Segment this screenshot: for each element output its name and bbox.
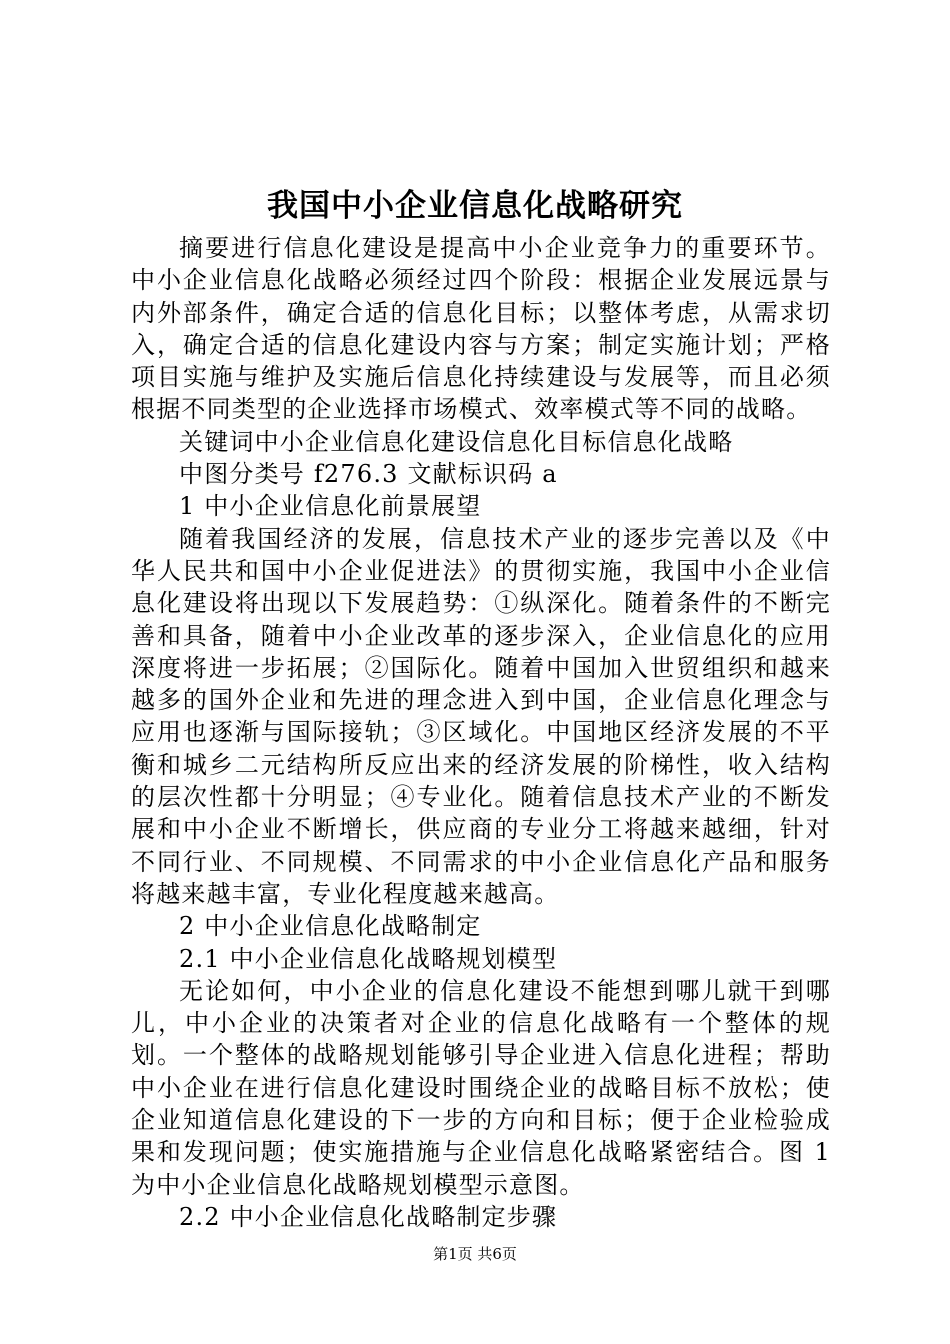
page-footer: 第1页 共6页: [433, 1245, 517, 1263]
keywords-line: 关键词中小企业信息化建设信息化目标信息化战略: [179, 427, 734, 456]
section-1-paragraph: 随着我国经济的发展，信息技术产业的逐步完善以及《中华人民共和国中小企业促进法》的贯彻实施，我国中小企业信息化建设将出现以下发展趋势：①纵深化。随着条件的不断完善和具备，随着中小企业改革的逐步深入，企业信息化的应用深度将进一步拓展；②国际化。随着中国加入世贸组织和越来越多的国外企业和先进的理念进入到中国，企业信息化理念与应用也逐渐与国际接轨；③区域化。中国地区经济发展的不平衡和城乡二元结构所反应出来的经济发展的阶梯性，收入结构的层次性都十分明显；④专业化。随着信息技术产业的不断发展和中小企业不断增长，供应商的专业分工将越来越细，针对不同行业、不同规模、不同需求的中小企业信息化产品和服务将越来越丰富，专业化程度越来越高。: [131, 524, 831, 908]
classification-line: 中图分类号 f276.3 文献标识码 a: [179, 460, 558, 489]
subsection-2-1-paragraph: 无论如何，中小企业的信息化建设不能想到哪儿就干到哪儿，中小企业的决策者对企业的信息化战略有一个整体的规划。一个整体的战略规划能够引导企业进入信息化进程；帮助中小企业在进行信息化建设时围绕企业的战略目标不放松；使企业知道信息化建设的下一步的方向和目标；便于企业检验成果和发现问题；使实施措施与企业信息化战略紧密结合。图 1 为中小企业信息化战略规划模型示意图。: [131, 976, 831, 1199]
subsection-heading-2-1: 2.1 中小企业信息化战略规划模型: [179, 944, 558, 973]
abstract-paragraph: 摘要进行信息化建设是提高中小企业竞争力的重要环节。中小企业信息化战略必须经过四个阶段：根据企业发展远景与内外部条件，确定合适的信息化目标；以整体考虑，从需求切入，确定合适的信息化建设内容与方案；制定实施计划；严格项目实施与维护及实施后信息化持续建设与发展等，而且必须根据不同类型的企业选择市场模式、效率模式等不同的战略。: [131, 234, 831, 424]
document-body: [131, 232, 831, 1233]
document-title: 我国中小企业信息化战略研究: [267, 188, 683, 224]
subsection-heading-2-2: 2.2 中小企业信息化战略制定步骤: [179, 1202, 558, 1231]
section-heading-1: 1 中小企业信息化前景展望: [179, 492, 482, 521]
section-heading-2: 2 中小企业信息化战略制定: [179, 912, 482, 941]
